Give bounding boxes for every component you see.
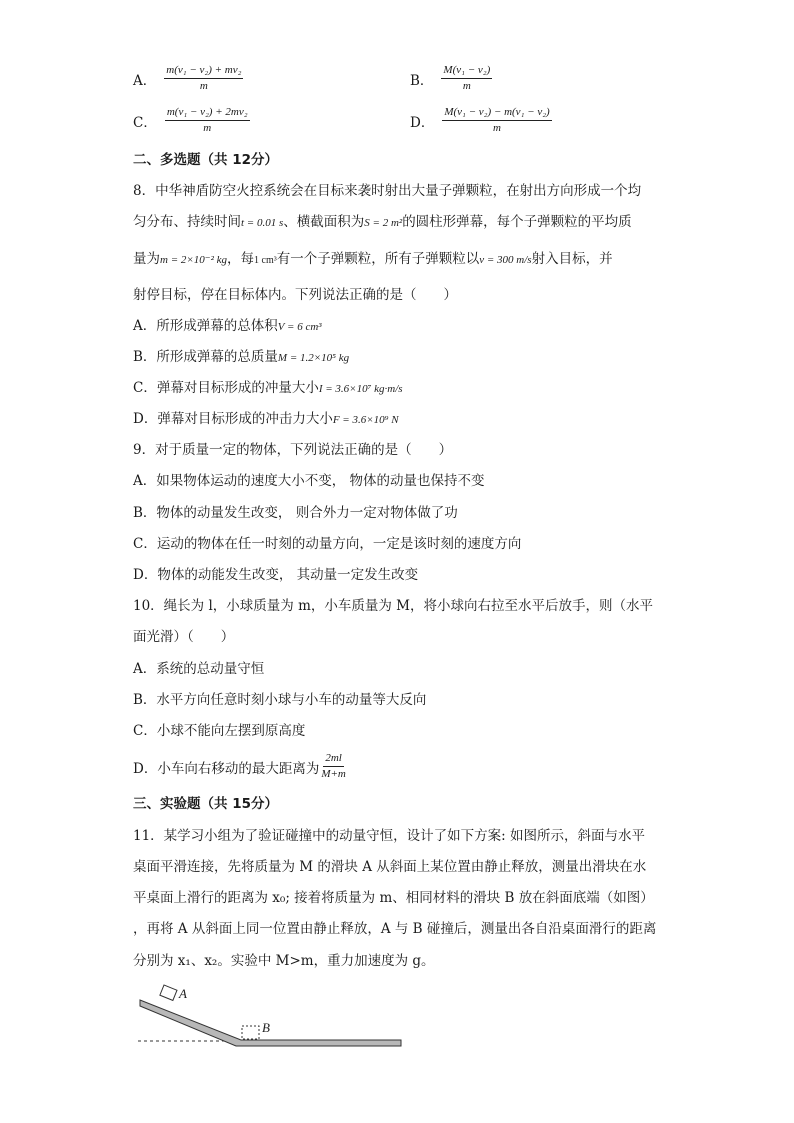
math: m = 2×10⁻² kg: [160, 254, 228, 266]
q7-option-c: [133, 106, 250, 135]
q9-option-b: B．物体的动量发生改变， 则合外力一定对物体做了功: [133, 505, 458, 521]
numerator: m(v₁ − v₂) + 2mv₂: [165, 106, 250, 121]
text: D．小车向右移动的最大距离为: [133, 760, 320, 777]
text: C．弹幕对目标形成的冲量大小: [133, 380, 319, 396]
text: A．所形成弹幕的总体积: [133, 318, 278, 334]
q11-stem-line1: 11．某学习小组为了验证碰撞中的动量守恒，设计了如下方案: 如图所示，斜面与水平: [133, 828, 646, 844]
numerator: M(v₁ − v₂): [441, 64, 492, 79]
math: t = 0.01 s: [241, 217, 284, 229]
q8-stem-line4: 射停目标，停在目标体内。下列说法正确的是（ ）: [133, 287, 457, 303]
text: D．弹幕对目标形成的冲击力大小: [133, 411, 333, 427]
q7-option-d: [410, 106, 552, 135]
q9-stem: 9．对于质量一定的物体，下列说法正确的是（ ）: [133, 442, 453, 458]
q11-stem-line2: 桌面平滑连接，先将质量为 M 的滑块 A 从斜面上某位置由静止释放，测量出滑块在水: [133, 859, 647, 875]
option-label: D．: [410, 114, 435, 131]
block-b: [242, 1026, 259, 1039]
label-a: A: [179, 986, 187, 1001]
q8-option-a: [133, 317, 322, 336]
text: 、横截面积为: [283, 214, 365, 230]
text: 匀分布、持续时间: [133, 214, 241, 230]
q11-stem-line4: ，再将 A 从斜面上同一位置由静止释放，A 与 B 碰撞后，测量出各自沿桌面滑行的距离: [133, 921, 657, 937]
text: 有一个子弹颗粒，所有子弹颗粒以: [276, 251, 480, 267]
math: F = 3.6×10⁹ N: [332, 414, 399, 426]
q10-option-c: C．小球不能向左摆到原高度: [133, 723, 306, 739]
q11-stem-line3: 平桌面上滑行的距离为 x₀; 接着将质量为 m、相同材料的滑块 B 放在斜面底端（如图）: [133, 890, 654, 906]
q8-option-c: [133, 379, 403, 398]
fraction: [165, 106, 250, 135]
fraction: [321, 752, 346, 781]
text: B．所形成弹幕的总质量: [133, 349, 278, 365]
denominator: M+m: [321, 768, 346, 780]
math: V = 6 cm³: [277, 321, 322, 333]
numerator: m(v₁ − v₂) + mv₂: [164, 64, 243, 79]
incline-and-table-surface: [140, 1000, 401, 1046]
q9-option-c: C．运动的物体在任一时刻的动量方向，一定是该时刻的速度方向: [133, 536, 522, 552]
denominator: m: [462, 80, 471, 92]
q9-option-a: A．如果物体运动的速度大小不变， 物体的动量也保持不变: [133, 473, 485, 489]
q10-option-a: A．系统的总动量守恒: [133, 661, 265, 677]
math: M = 1.2×10⁵ kg: [277, 352, 350, 364]
numerator: 2ml: [323, 752, 344, 767]
fraction: [164, 64, 243, 93]
q7-option-b: [410, 64, 492, 93]
option-label: A．: [133, 72, 157, 89]
block-a: [160, 985, 177, 1000]
fraction: [442, 106, 551, 135]
q8-stem-line1: 8．中华神盾防空火控系统会在目标来袭时射出大量子弹颗粒，在射出方向形成一个均: [133, 183, 642, 199]
text: ，每: [227, 251, 255, 267]
q11-stem-line5: 分别为 x₁、x₂。实验中 M>m，重力加速度为 g。: [133, 953, 435, 969]
denominator: m: [203, 122, 212, 134]
section-title: 三、实验题（共 15分）: [133, 796, 278, 812]
denominator: m: [199, 80, 208, 92]
math: 1 cm³: [254, 255, 277, 266]
incline-diagram: [133, 982, 413, 1052]
q8-option-b: [133, 348, 349, 367]
math: S = 2 m²: [364, 217, 403, 229]
q7-option-a: [133, 64, 243, 93]
label-b: B: [262, 1020, 270, 1035]
fraction: [441, 64, 492, 93]
numerator: M(v₁ − v₂) − m(v₁ − v₂): [442, 106, 551, 121]
q8-option-d: [133, 410, 399, 429]
q10-option-d: [133, 752, 346, 781]
text: 射入目标，并: [531, 251, 613, 267]
q9-option-d: D．物体的动能发生改变， 其动量一定发生改变: [133, 567, 419, 583]
q10-stem-line2: 面光滑）（ ）: [133, 629, 235, 645]
math: I = 3.6×10⁷ kg·m/s: [318, 383, 403, 395]
text: 量为: [133, 251, 160, 267]
q10-option-b: B．水平方向任意时刻小球与小车的动量等大反向: [133, 692, 427, 708]
option-label: C．: [133, 114, 157, 131]
section-title: 二、多选题（共 12分）: [133, 152, 278, 168]
q10-stem-line1: 10．绳长为 l，小球质量为 m，小车质量为 M，将小球向右拉至水平后放手，则（水平: [133, 598, 653, 614]
text: 的圆柱形弹幕，每个子弹颗粒的平均质: [402, 214, 632, 230]
math: v = 300 m/s: [479, 254, 532, 266]
q8-stem-line2: [133, 213, 632, 232]
q8-stem-line3: [133, 250, 613, 270]
option-label: B．: [410, 72, 434, 89]
denominator: m: [493, 122, 501, 134]
